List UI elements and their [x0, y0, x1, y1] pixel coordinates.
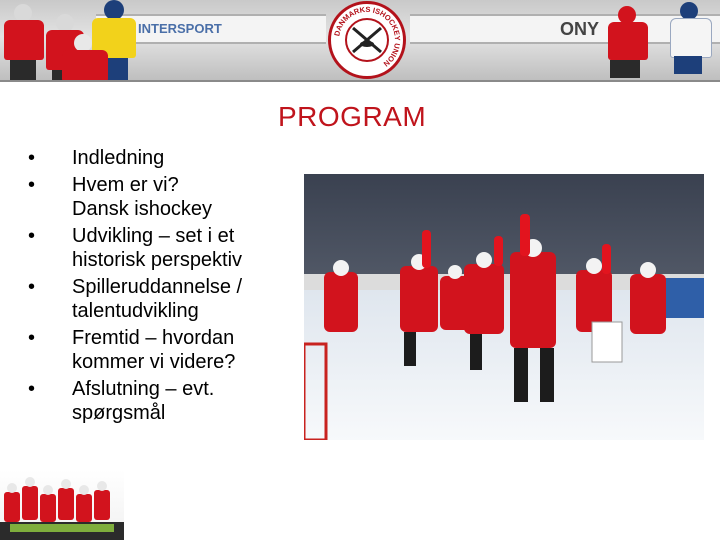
logo-ring-text: DANMARKS ISHOCKEY UNION — [332, 4, 403, 69]
list-item-text: Indledning — [72, 147, 165, 169]
list-item-text: Spilleruddannelse / talentudvikling — [72, 275, 243, 322]
team-thumbnail-illustration — [0, 470, 124, 540]
list-item-text: Udvikling – set i et historisk perspektiv — [72, 224, 243, 271]
list-item — [28, 173, 300, 222]
list-item — [28, 146, 300, 171]
bullet-icon: • — [28, 377, 36, 400]
list-item — [28, 224, 300, 273]
list-item — [28, 326, 300, 375]
list-item — [28, 275, 300, 324]
bullet-icon: • — [28, 224, 36, 247]
agenda-list — [28, 146, 300, 428]
bullet-icon: • — [28, 147, 36, 169]
slide-title: PROGRAM — [278, 101, 427, 132]
list-item-text: Hvem er vi? Dansk ishockey — [72, 173, 213, 220]
photo-illustration — [304, 174, 704, 440]
bullet-icon: • — [28, 173, 36, 196]
banner-divider — [0, 80, 720, 82]
list-item — [28, 377, 300, 426]
ad-text-right: ONY — [560, 19, 600, 39]
team-celebration-photo — [304, 174, 704, 440]
list-item-text: Fremtid – hvordan kommer vi videre? — [72, 326, 236, 373]
header-banner — [0, 0, 720, 82]
bullet-icon: • — [28, 275, 36, 298]
list-item-text: Afslutning – evt. spørgsmål — [72, 377, 215, 424]
ad-text-left: INTERSPORT — [138, 21, 222, 36]
team-thumbnail-image — [0, 470, 124, 540]
union-logo — [328, 1, 406, 79]
bullet-icon: • — [28, 326, 36, 349]
union-logo-graphic — [331, 4, 403, 76]
